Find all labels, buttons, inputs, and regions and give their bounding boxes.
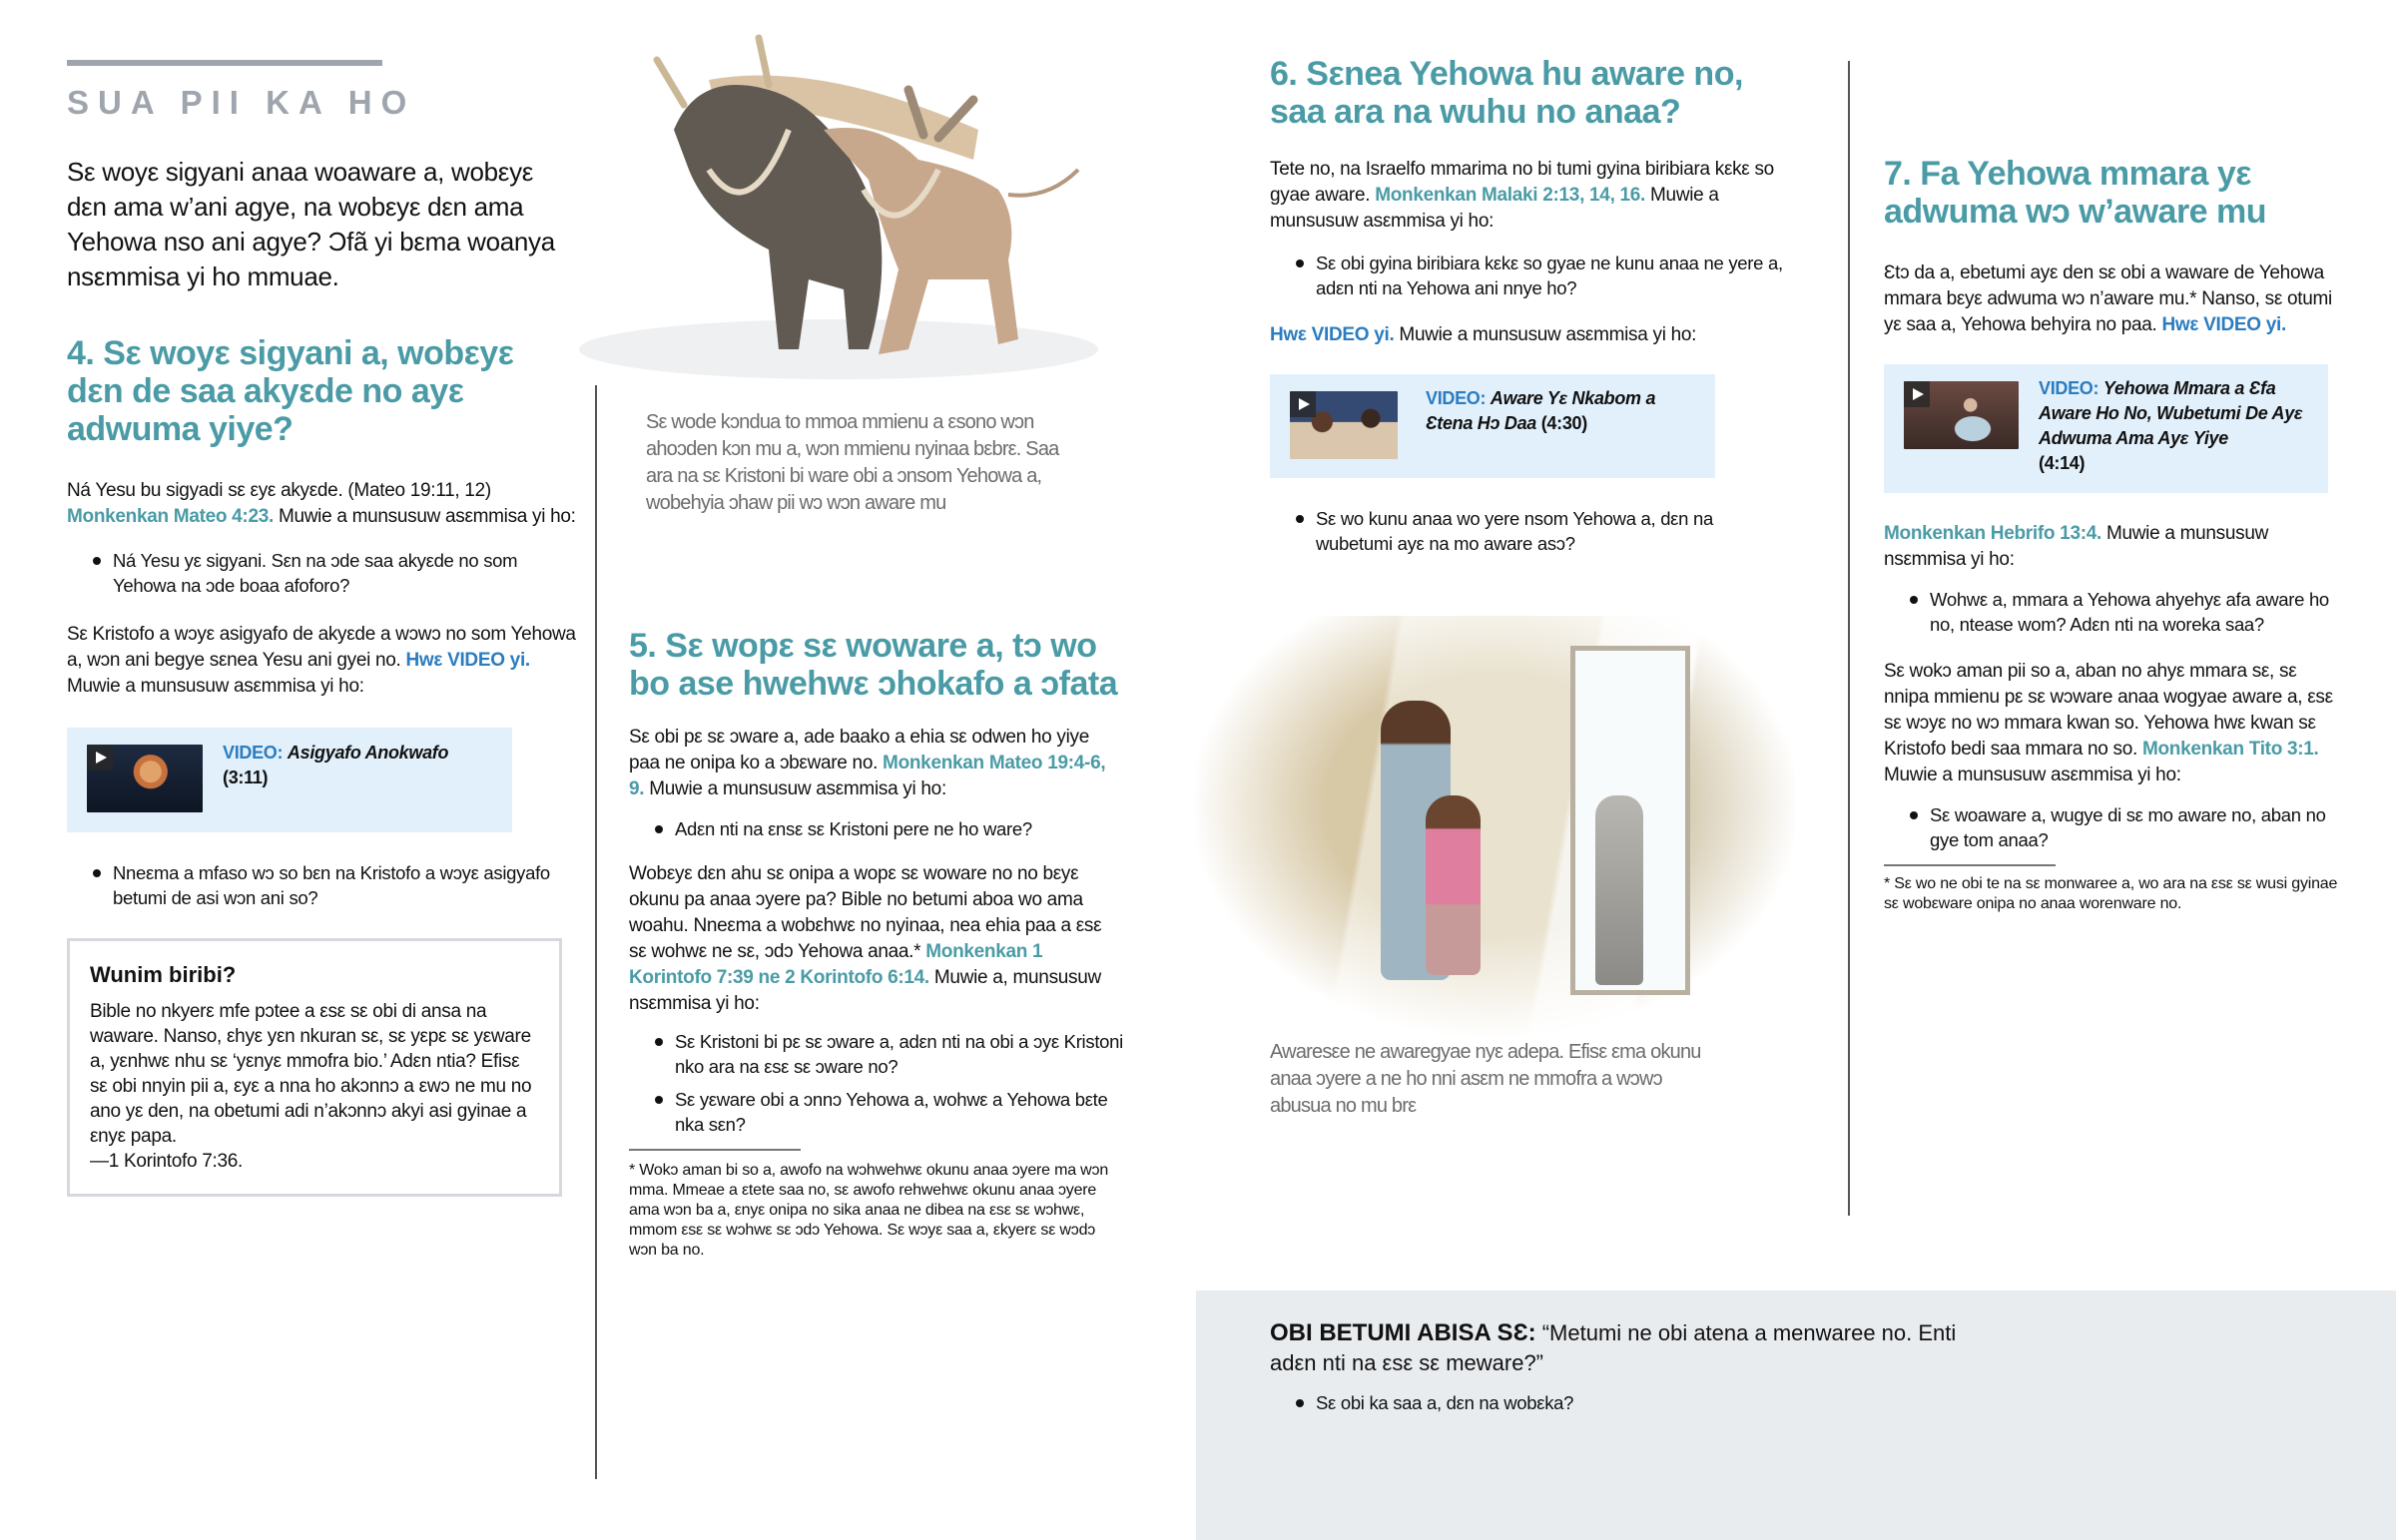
objection-quote: “Metumi ne obi atena a menwaree no. Enti adεn nti na εsε sε meware?” [1270, 1320, 1957, 1375]
box-citation: —1 Korintofo 7:36. [90, 1151, 244, 1172]
s5-question-3: Sε yεware obi a ɔnnɔ Yehowa a, wohwε a Yehowa bεte nka sεn? [629, 1087, 1123, 1137]
s5-question-1: Adεn nti na εnsε sε Kristoni pere ne ho ware? [629, 816, 1123, 841]
column-4 [1884, 155, 2343, 914]
video-label: VIDEO: [223, 743, 284, 763]
s6-paragraph-1 [1270, 157, 1799, 235]
s5-p1-text: Sε obi pε sε ɔware a, ade baako a ehia sε odwen ho yiye paa ne onipa ko a ɔbεware no. [629, 727, 1089, 773]
s5-p2-after: Muwie a, munsusuw nsεmmisa yi ho: [629, 967, 1101, 1014]
s5-p1-scripture-link[interactable]: Monkenkan Mateo 19:4-6, 9. [629, 753, 1106, 799]
did-you-know-box [67, 938, 562, 1197]
family-illustration [1196, 616, 1795, 1035]
s4-video-link[interactable]: Hwε VIDEO yi. [405, 650, 530, 671]
s4-p1-text: Ná Yesu bu sigyadi sε εyε akyεde. (Mateo 19:11, 12) [67, 480, 491, 501]
footnote-rule-2 [1884, 864, 2056, 866]
column-divider-2 [1848, 61, 1850, 1216]
box-text [90, 999, 539, 1174]
video-title [223, 741, 492, 790]
s4-p1-after: Muwie a munsusuw asεmmisa yi ho: [273, 506, 576, 527]
objection-label: OBI BETUMI ABISA SƐ: [1270, 1319, 1536, 1346]
video-label: VIDEO: [2039, 378, 2099, 398]
video-duration: (3:11) [223, 768, 269, 787]
s7-p2-scripture-link[interactable]: Monkenkan Hebrifo 13:4. [1884, 523, 2101, 544]
s7-video-link[interactable]: Hwε VIDEO yi. [2161, 314, 2286, 335]
video-thumbnail[interactable] [87, 745, 203, 812]
s7-p3-text: Sε wokɔ aman pii so a, aban no ahyε mmara sε, sε nnipa mmienu pε sε wɔware anaa wogyae aware a, εsε sε wɔyε no wɔ mmara kwan so. Yehowa hwε kwan sε Kristofo bedi saa mmara no so. [1884, 661, 2333, 760]
s6-p2-after: Muwie a munsusuw asεmmisa yi ho: [1394, 324, 1697, 345]
video-duration: (4:14) [2039, 453, 2086, 473]
video-label: VIDEO: [1426, 388, 1487, 408]
s4-p2-after: Muwie a munsusuw asεmmisa yi ho: [67, 676, 364, 697]
s7-p1-text: Ɛtɔ da a, ebetumi ayε den sε obi a waware de Yehowa mmara bεyε adwuma wɔ n’aware mu.* Nanso, sε otumi yε saa a, Yehowa behyira no paa. [1884, 262, 2332, 335]
s5-question-2: Sε Kristoni bi pε sε ɔware a, adεn nti na obi a ɔyε Kristoni nko ara na εsε sε ɔware no? [629, 1029, 1123, 1079]
s7-paragraph-1 [1884, 260, 2343, 338]
s6-p1-text: Tete no, na Israelfo mmarima no bi tumi gyina biribiara kεkε so gyae aware. [1270, 159, 1774, 206]
video-card-3[interactable] [1884, 364, 2328, 493]
s5-paragraph-1 [629, 725, 1123, 802]
s5-p2-scripture-link[interactable]: Monkenkan 1 Korintofo 7:39 ne 2 Korintofo 6:14. [629, 941, 1043, 988]
s5-p1-after: Muwie a munsusuw asεmmisa yi ho: [644, 778, 946, 799]
column-3 [1270, 55, 1799, 1120]
video-title [1426, 386, 1705, 436]
video-card-2[interactable] [1270, 374, 1715, 478]
s6-p1-scripture-link[interactable]: Monkenkan Malaki 2:13, 14, 16. [1375, 185, 1646, 206]
s5-paragraph-2 [629, 861, 1123, 1017]
image-1-caption: Sε wode kɔndua to mmoa mmienu a εsono wɔn ahoɔden kɔn mu a, wɔn mmienu nyinaa bεbrε. Saa ara na sε Kristoni bi ware obi a ɔnsom Yehowa a, wobehyia ɔhaw pii wɔ wɔn aware mu [646, 411, 1059, 514]
heading-4: 4. Sε woyε sigyani a, wobεyε dεn de saa akyεde no ayε adwuma yiye? [67, 334, 514, 448]
s4-paragraph-2 [67, 622, 576, 700]
video-card-1[interactable] [67, 728, 512, 832]
ox-and-donkey-illustration [579, 20, 1118, 389]
s7-p3-scripture-link[interactable]: Monkenkan Tito 3:1. [2141, 739, 2319, 760]
box-title: Wunim biribi? [90, 962, 237, 987]
s5-p2-text: Wobεyε dεn ahu sε onipa a wopε sε woware no no bεyε okunu pa anaa ɔyere pa? Bible no betumi aboa wo ama woahu. Nneεma a wobεhwε no nyinaa, nea ehia paa a εsε sε wohwε ne sε, ɔdɔ Yehowa anaa.* [629, 863, 1102, 962]
s7-paragraph-3 [1884, 659, 2343, 788]
column-divider-1 [595, 385, 597, 1479]
s6-question-2: Sε wo kunu anaa wo yere nsom Yehowa a, dεn na wubetumi ayε na mo aware asɔ? [1270, 506, 1755, 556]
s6-video-link[interactable]: Hwε VIDEO yi. [1270, 324, 1395, 345]
s6-p1-after: Muwie a munsusuw asεmmisa yi ho: [1270, 185, 1719, 232]
footnote-rule-1 [629, 1149, 801, 1151]
section-rule [67, 60, 382, 66]
box-body: Bible no nkyerε mfe pɔtee a εsε sε obi di ansa na waware. Nanso, εhyε yεn nkuran sε, sε yεpε sε yεware a, yεnhwε nhu sε ‘yεnyε mmofra bio.’ Adεn ntia? Efisε sε obi nnyin pii a, εyε a nna ho akɔnnɔ a εwɔ ne mu no ano yε den, na obetumi adi n’akɔnnɔ akyi asi gyinae a εnyε papa. [90, 1001, 532, 1147]
objection-question: Sε obi ka saa a, dεn na wobεka? [1270, 1390, 1915, 1415]
s6-question-1: Sε obi gyina biribiara kεkε so gyae ne kunu anaa ne yere a, adεn nti na Yehowa ani nnye ho? [1270, 251, 1799, 300]
objection-text [1270, 1318, 1989, 1378]
s5-footnote: * Wokɔ aman bi so a, awofo na wɔhwehwε okunu anaa ɔyere ma wɔn mma. Mmeae a εtete saa no, sε awofo rehwehwε okunu anaa ɔyere ama wɔn ba a, εnyε onipa no sika anaa ne dibea na εsε sε wɔhwε, mmom εsε sε wɔhwε sε ɔdɔ Yehowa. Sε wɔyε saa a, εkyerε sε wɔdɔ wɔn ba no. [629, 1162, 1109, 1259]
heading-5: 5. Sε wopε sε woware a, tɔ wo bo ase hwehwε ɔhokafo a ɔfata [629, 627, 1118, 703]
s4-p1-scripture-link[interactable]: Monkenkan Mateo 4:23. [67, 506, 274, 527]
video-thumbnail[interactable] [1904, 381, 2019, 449]
s6-paragraph-2 [1270, 322, 1799, 348]
heading-6: 6. Sεnea Yehowa hu aware no, saa ara na wuhu no anaa? [1270, 55, 1743, 131]
s7-p3-after: Muwie a munsusuw asεmmisa yi ho: [1884, 765, 2181, 785]
s7-question-2: Sε woaware a, wugye di sε mo aware no, aban no gye tom anaa? [1884, 802, 2339, 852]
video-title-text: Yehowa Mmara a Ɛfa Aware Ho No, Wubetumi De Ayε Adwuma Ama Ayε Yiye [2039, 378, 2303, 448]
image-2-caption: Awaresεe ne awaregyae nyε adepa. Efisε εma okunu anaa ɔyere a ne ho nni asεm ne mmofra a wɔwɔ abusua no mu brε [1270, 1041, 1701, 1117]
s4-question-2: Nneεma a mfaso wɔ so bεn na Kristofo a wɔyε asigyafo betumi de asi wɔn ani so? [67, 860, 576, 910]
heading-7: 7. Fa Yehowa mmara yε adwuma wɔ w’aware mu [1884, 155, 2267, 231]
video-thumbnail[interactable] [1290, 391, 1398, 459]
child-figure [1426, 795, 1481, 975]
video-duration: (4:30) [1540, 413, 1587, 433]
column-1 [67, 60, 576, 1197]
column-2 [629, 20, 1123, 1261]
video-title-text: Aware Yε Nkabom a Ɛtena Hɔ Daa [1426, 388, 1656, 433]
s7-paragraph-2 [1884, 521, 2343, 573]
section-label: SUA PII KA HO [67, 84, 416, 121]
video-title [2039, 376, 2313, 476]
s4-question-1: Ná Yesu yε sigyani. Sεn na ɔde saa akyεde no som Yehowa na ɔde boaa afoforo? [67, 548, 576, 598]
play-icon [87, 745, 113, 770]
play-icon [1904, 381, 1930, 407]
man-figure [1595, 795, 1643, 985]
play-icon [1290, 391, 1316, 417]
s7-question-1: Wohwε a, mmara a Yehowa ahyehyε afa aware ho no, ntease wom? Adεn nti na woreka saa? [1884, 587, 2329, 637]
s7-footnote: * Sε wo ne obi te na sε monwaree a, wo ara na εsε sε wusi gyinae sε wobεware onipa no anaa worenware no. [1884, 875, 2338, 912]
intro-text: Sε woyε sigyani anaa woaware a, wobεyε dεn ama w’ani agye, na wobεyε dεn ama Yehowa nso ani agye? Ɔfã yi bεma woanya nsεmmisa yi ho mmuae. [67, 157, 555, 291]
objection-panel [1196, 1290, 2396, 1540]
s4-paragraph-1 [67, 478, 576, 530]
s4-p2-text: Sε Kristofo a wɔyε asigyafo de akyεde a wɔwɔ no som Yehowa a, wɔn ani begye sεnea Yesu ani gyei no. [67, 624, 576, 671]
s7-p2-after: Muwie a munsusuw nsεmmisa yi ho: [1884, 523, 2269, 570]
video-title-text: Asigyafo Anokwafo [287, 743, 449, 763]
